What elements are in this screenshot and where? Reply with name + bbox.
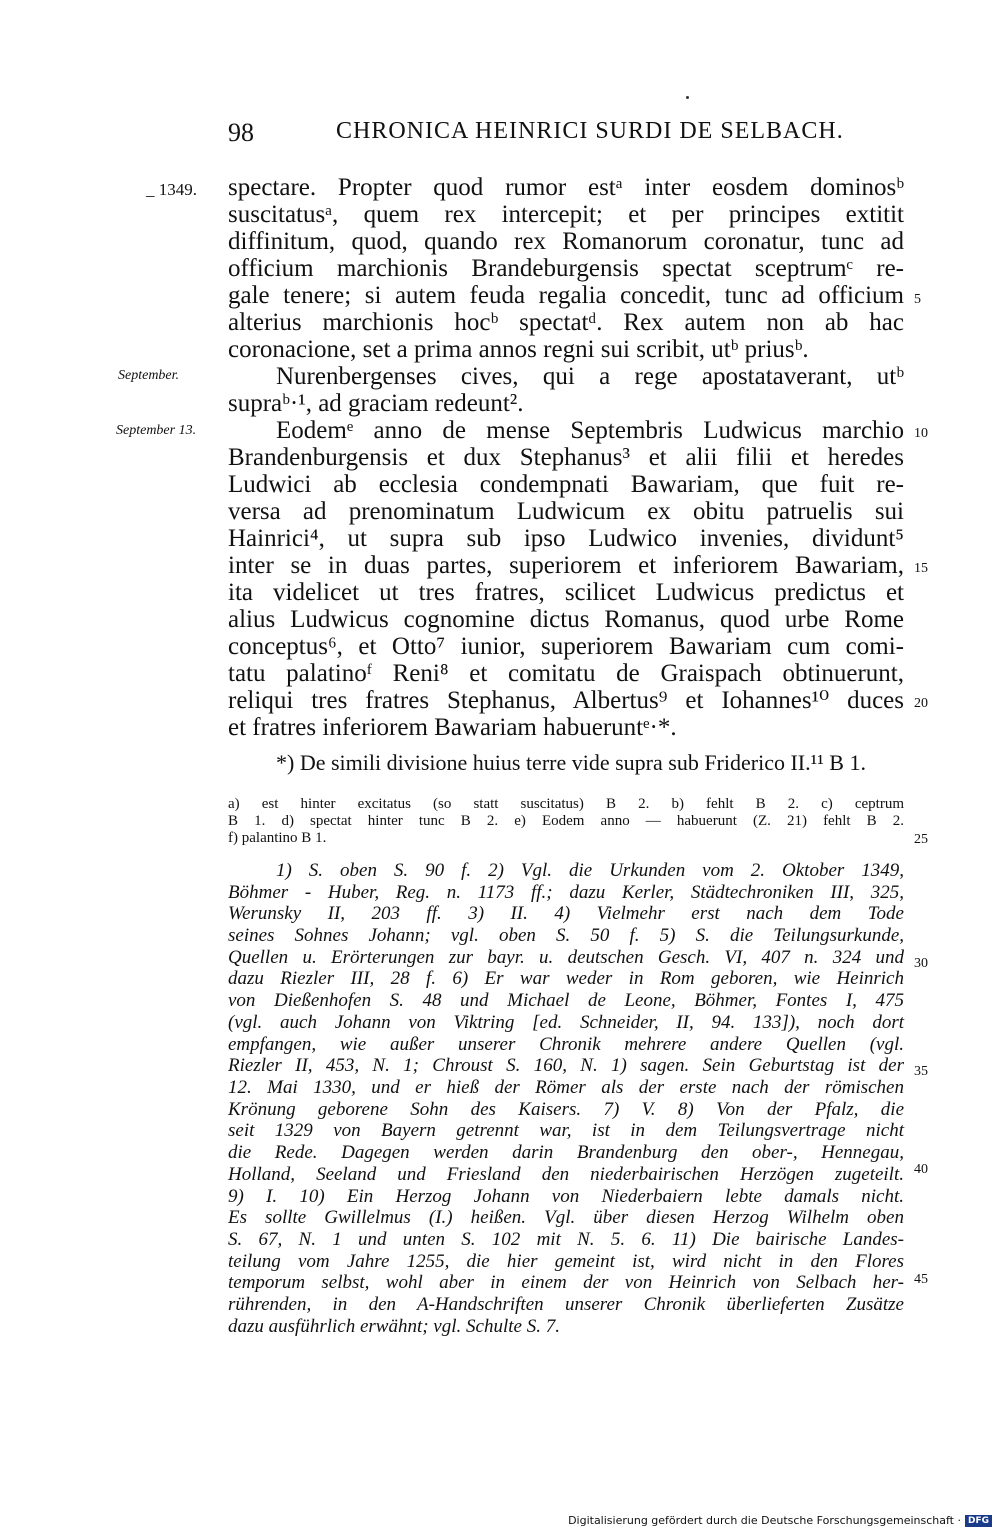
line-number-30: 30 — [914, 956, 928, 971]
main-line: Ludwici ab ecclesia condempnati Bawariam, que fuit re- — [228, 471, 904, 498]
footnote-line: Holland, Seeland und Friesland den niederbairischen Herzögen zugeteilt. — [228, 1164, 904, 1185]
dfg-logo: DFG — [965, 1515, 992, 1527]
footnote-line: die Rede. Dagegen werden darin Brandenburg den ober-, Hennegau, — [228, 1142, 904, 1163]
page-number: 98 — [228, 118, 254, 147]
margin-september-13: September 13. — [116, 423, 197, 438]
footnote-line: temporum selbst, wohl aber in einem der von Heinrich von Selbach her- — [228, 1272, 904, 1293]
footnote-line: von Dießenhofen S. 48 und Michael de Leone, Böhmer, Fontes I, 475 — [228, 990, 904, 1011]
footnote-line: S. 67, N. 1 und unten S. 102 mit N. 5. 6. 11) Die bairische Landes- — [228, 1229, 904, 1250]
footnote-line: Böhmer - Huber, Reg. n. 1173 ff.; dazu Kerler, Städtechroniken III, 325, — [228, 882, 904, 903]
main-line: Nurenbergenses cives, qui a rege apostataverant, utᵇ — [276, 363, 904, 390]
margin-september: September. — [118, 368, 180, 383]
stray-dot — [686, 96, 689, 99]
line-number-45: 45 — [914, 1272, 928, 1287]
running-title: CHRONICA HEINRICI SURDI DE SELBACH. — [336, 118, 844, 144]
variant-line: B 1. d) spectat hinter tunc B 2. e) Eodem anno — habuerunt (Z. 21) fehlt B 2. — [228, 813, 904, 829]
footnote-line: Riezler II, 453, N. 1; Chroust S. 160, N. 1) sagen. Sein Geburtstag ist der — [228, 1055, 904, 1076]
star-note: *) De simili divisione huius terre vide supra sub Friderico II.¹¹ B 1. — [276, 750, 866, 775]
line-number-25: 25 — [914, 832, 928, 847]
main-line: officium marchionis Brandeburgensis spectat sceptrumᶜ re- — [228, 255, 904, 282]
main-line: versa ad prenominatum Ludwicum ex obitu patruelis sui — [228, 498, 904, 525]
line-number-15: 15 — [914, 561, 928, 576]
main-line: gale tenere; si autem feuda regalia concedit, tunc ad officium — [228, 282, 904, 309]
footnote-line: dazu ausführlich erwähnt; vgl. Schulte S. 7. — [228, 1316, 560, 1337]
line-number-40: 40 — [914, 1162, 928, 1177]
footnote-line: 1) S. oben S. 90 f. 2) Vgl. die Urkunden vom 2. Oktober 1349, — [276, 860, 904, 881]
page-header — [228, 118, 908, 158]
footnote-line: 9) I. 10) Ein Herzog Johann von Niederbaiern lebte damals nicht. — [228, 1186, 904, 1207]
footnote-line: Es sollte Gwillelmus (I.) heißen. Vgl. über diesen Herzog Wilhelm oben — [228, 1207, 904, 1228]
footnote-line: Quellen u. Erörterungen zur bayr. u. deutschen Gesch. VI, 407 n. 324 und — [228, 947, 904, 968]
main-line: alterius marchionis hocᵇ spectatᵈ. Rex autem non ab hac — [228, 309, 904, 336]
footnote-line: seines Sohnes Johann; vgl. oben S. 50 f. 5) S. die Teilungsurkunde, — [228, 925, 904, 946]
footnote-line: teilung vom Jahre 1255, die hier gemeint ist, wird nicht in den Flores — [228, 1251, 904, 1272]
main-line: alius Ludwicus cognomine dictus Romanus, quod urbe Rome — [228, 606, 904, 633]
main-line: conceptus⁶, et Otto⁷ iunior, superiorem Bawariam cum comi- — [228, 633, 904, 660]
main-line: diffinitum, quod, quando rex Romanorum coronatur, tunc ad — [228, 228, 904, 255]
main-line: Hainrici⁴, ut supra sub ipso Ludwico invenies, dividunt⁵ — [228, 525, 904, 552]
footnote-line: Krönung geborene Sohn des Kaisers. 7) V. 8) Von der Pfalz, die — [228, 1099, 904, 1120]
footnote-line: empfangen, wie außer unserer Chronik mehrere andere Quellen (vgl. — [228, 1034, 904, 1055]
main-line: reliqui tres fratres Stephanus, Albertus⁹ et Iohannes¹⁰ duces — [228, 687, 904, 714]
footnote-line: Werunsky II, 203 ff. 3) II. 4) Vielmehr erst nach dem Tode — [228, 903, 904, 924]
footer-text: Digitalisierung gefördert durch die Deutsche Forschungsgemeinschaft · — [568, 1514, 961, 1527]
line-number-5: 5 — [914, 292, 921, 307]
main-line: et fratres inferiorem Bawariam habueruntᵉ·*. — [228, 714, 677, 741]
footnote-line: (vgl. auch Johann von Viktring [ed. Schneider, II, 94. 133]), noch dort — [228, 1012, 904, 1033]
main-line: spectare. Propter quod rumor estᵃ inter eosdem dominosᵇ — [228, 174, 904, 201]
main-line: ita videlicet ut tres fratres, scilicet Ludwicus predictus et — [228, 579, 904, 606]
footnote-line: 12. Mai 1330, und er hieß der Römer als der erste nach der römischen — [228, 1077, 904, 1098]
main-line: supraᵇ·¹, ad graciam redeunt². — [228, 390, 524, 417]
dfg-footer — [568, 1514, 992, 1527]
line-number-10: 10 — [914, 426, 928, 441]
main-line: Eodemᵉ anno de mense Septembris Ludwicus marchio — [276, 417, 904, 444]
footnote-line: rührenden, in den A-Handschriften unserer Chronik überlieferten Zusätze — [228, 1294, 904, 1315]
main-line: coronacione, set a prima annos regni sui scribit, utᵇ priusᵇ. — [228, 336, 809, 363]
line-number-35: 35 — [914, 1064, 928, 1079]
main-line: suscitatusᵃ, quem rex intercepit; et per principes extitit — [228, 201, 904, 228]
main-line: Brandenburgensis et dux Stephanus³ et alii filii et heredes — [228, 444, 904, 471]
main-line: tatu palatinoᶠ Reni⁸ et comitatu de Graispach obtinuerunt, — [228, 660, 904, 687]
footnote-line: dazu Riezler III, 28 f. 6) Er war weder in Rom geboren, wie Heinrich — [228, 968, 904, 989]
variant-line: f) palantino B 1. — [228, 830, 327, 846]
footnote-line: seit 1329 von Bayern getrennt war, ist in dem Teilungsvertrage nicht — [228, 1120, 904, 1141]
main-line: inter se in duas partes, superiorem et inferiorem Bawariam, — [228, 552, 904, 579]
line-number-20: 20 — [914, 696, 928, 711]
margin-year: _ 1349. — [146, 180, 197, 199]
variant-line: a) est hinter excitatus (so statt suscitatus) B 2. b) fehlt B 2. c) ceptrum — [228, 796, 904, 812]
